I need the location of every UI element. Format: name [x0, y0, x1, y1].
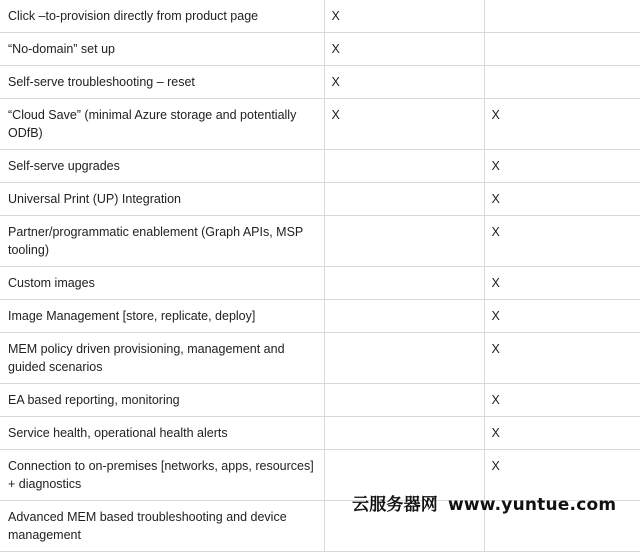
feature-cell: MEM policy driven provisioning, management and guided scenarios [0, 333, 324, 384]
table-row [0, 66, 640, 99]
tier1-check-cell: X [324, 66, 484, 99]
table-row [0, 300, 640, 333]
tier1-check-cell: X [324, 0, 484, 33]
tier1-check-cell [324, 267, 484, 300]
tier1-check-cell [324, 216, 484, 267]
table-row [0, 267, 640, 300]
feature-cell: Partner/programmatic enablement (Graph APIs, MSP tooling) [0, 216, 324, 267]
tier2-check-cell: X [484, 150, 640, 183]
feature-cell: Custom images [0, 267, 324, 300]
feature-cell: Self-serve upgrades [0, 150, 324, 183]
table-row [0, 150, 640, 183]
feature-cell: Service health, operational health alerts [0, 417, 324, 450]
feature-cell: Advanced MEM based troubleshooting and device management [0, 501, 324, 552]
tier2-check-cell: X [484, 384, 640, 417]
feature-cell: Universal Print (UP) Integration [0, 183, 324, 216]
tier1-check-cell [324, 183, 484, 216]
tier2-check-cell [484, 33, 640, 66]
tier2-check-cell [484, 66, 640, 99]
tier1-check-cell [324, 150, 484, 183]
tier2-check-cell: X [484, 450, 640, 501]
tier1-check-cell [324, 300, 484, 333]
table-row [0, 0, 640, 33]
table-row [0, 33, 640, 66]
tier1-check-cell [324, 384, 484, 417]
tier2-check-cell: X [484, 417, 640, 450]
tier1-check-cell [324, 417, 484, 450]
feature-cell: Click –to-provision directly from product page [0, 0, 324, 33]
table-row [0, 99, 640, 150]
tier2-check-cell: X [484, 216, 640, 267]
tier2-check-cell: X [484, 183, 640, 216]
feature-cell: EA based reporting, monitoring [0, 384, 324, 417]
feature-cell: Image Management [store, replicate, deploy] [0, 300, 324, 333]
tier2-check-cell: X [484, 300, 640, 333]
tier2-check-cell: X [484, 333, 640, 384]
tier2-check-cell [484, 0, 640, 33]
table-row [0, 216, 640, 267]
table-row [0, 384, 640, 417]
tier2-check-cell: X [484, 99, 640, 150]
watermark-brand: 云服务器网 [352, 495, 438, 515]
table-row [0, 333, 640, 384]
tier1-check-cell: X [324, 99, 484, 150]
watermark-logo [352, 490, 616, 515]
feature-cell: “Cloud Save” (minimal Azure storage and potentially ODfB) [0, 99, 324, 150]
feature-cell: Connection to on-premises [networks, apps, resources] + diagnostics [0, 450, 324, 501]
table-row [0, 417, 640, 450]
feature-cell: “No-domain” set up [0, 33, 324, 66]
feature-cell: Self-serve troubleshooting – reset [0, 66, 324, 99]
tier2-check-cell: X [484, 267, 640, 300]
table-row [0, 183, 640, 216]
tier1-check-cell [324, 333, 484, 384]
watermark-url: www.yuntue.com [448, 495, 617, 515]
tier1-check-cell: X [324, 33, 484, 66]
